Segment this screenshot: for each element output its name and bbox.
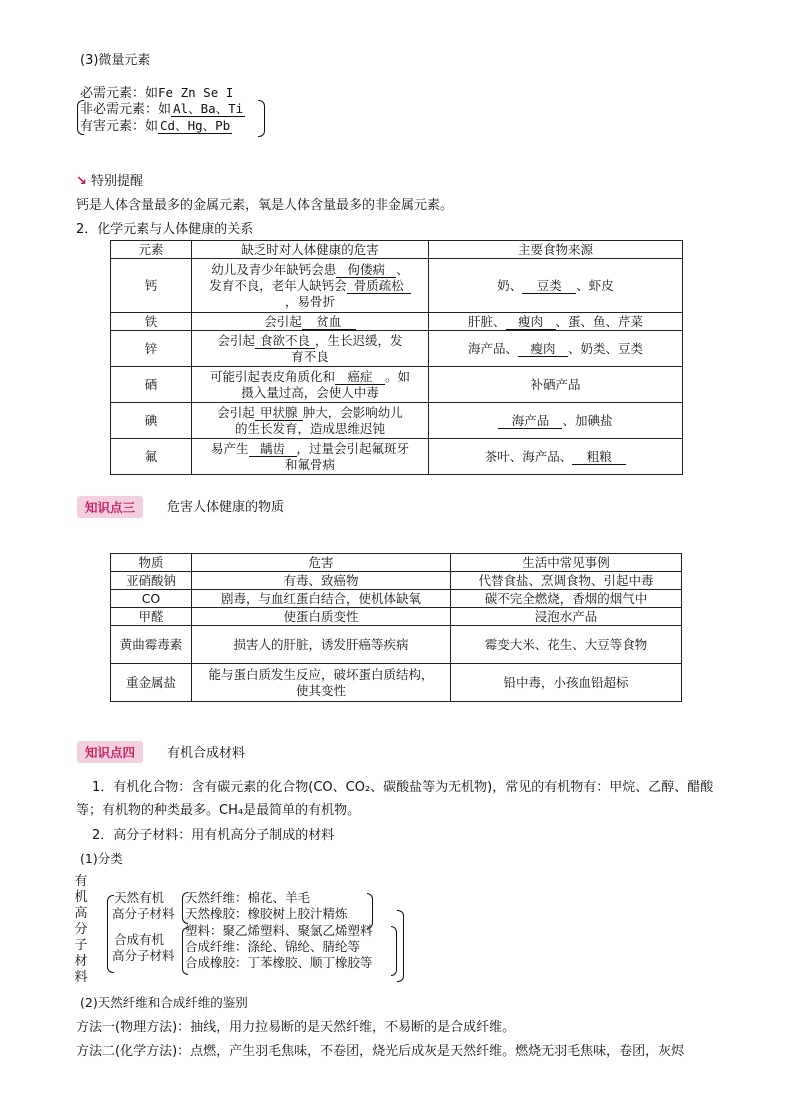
- table-row: 甲醛 使蛋白质变性 浸泡水产品: [111, 608, 682, 626]
- cell-harm: 会引起 贫血: [192, 313, 429, 331]
- header-food: 主要食物来源: [429, 241, 683, 259]
- table-row: 亚硝酸钠 有毒、致癌物 代替食盐、烹调食物、引起中毒: [111, 572, 682, 590]
- natural-item: 天然橡胶：橡胶树上胶汁精炼: [185, 906, 348, 921]
- table-row: [111, 313, 683, 331]
- table-row: [111, 259, 683, 313]
- kp4-p2: 2．高分子材料：用有机高分子制成的材料: [92, 828, 335, 843]
- cell-food: 海产品 、加碘盐: [429, 403, 683, 439]
- synthetic-item: 合成橡胶：丁苯橡胶、顺丁橡胶等: [185, 955, 373, 970]
- kp4-method2: 方法二(化学方法)：点燃，产生羽毛焦味，不卷团，烧光后成灰是天然纤维。燃烧无羽毛焦味，卷团，灰烬: [76, 1044, 685, 1059]
- cell-element: 钙: [111, 259, 192, 313]
- micro-essential: 必需元素：如Fe Zn Se I: [80, 85, 234, 101]
- cell-element: 硒: [111, 367, 192, 403]
- arrow-icon: ↘: [76, 174, 87, 189]
- table-row: [111, 367, 683, 403]
- cell-food: 奶、 豆类 、虾皮: [429, 259, 683, 313]
- cell-harm: 会引起 食欲不良 ，生长迟缓，发 育不良: [192, 331, 429, 367]
- natural-group-line2: 高分子材料: [112, 906, 175, 921]
- natural-item: 天然纤维：棉花、羊毛: [185, 890, 311, 905]
- cell-food: 海产品、 瘦肉 、奶类、豆类: [429, 331, 683, 367]
- kp4-classify: (1)分类: [80, 851, 123, 866]
- synthetic-group-line2: 高分子材料: [112, 948, 175, 963]
- cell-harm: 易产生 龋齿 ，过量会引起氟斑牙 和氟骨病: [192, 439, 429, 475]
- cell-harm: 可能引起表皮角质化和 癌症 。如 摄入量过高，会使人中毒: [192, 367, 429, 403]
- header-harm: 缺乏时对人体健康的危害: [192, 241, 429, 259]
- table-row: 黄曲霉毒素 损害人的肝脏，诱发肝癌等疾病 霉变大米、花生、大豆等食物: [111, 626, 682, 664]
- root-right-brace: [397, 910, 404, 982]
- cell-harm: 会引起 甲状腺 肿大，会影响幼儿 的生长发育，造成思维迟钝: [192, 403, 429, 439]
- cell-food: 肝脏、 瘦肉 、蛋、鱼、芹菜: [429, 313, 683, 331]
- kp4-tag: 知识点四: [77, 741, 143, 763]
- kp3-tag: 知识点三: [77, 496, 143, 518]
- cell-harm: 幼儿及青少年缺钙会患 佝偻病 、 发育不良，老年人缺钙会 骨质疏松 ，易骨折: [192, 259, 429, 313]
- cell-element: 铁: [111, 313, 192, 331]
- header-element: 元素: [111, 241, 192, 259]
- micro-nonessential: 非必需元素：如 Al、Ba、Ti: [80, 101, 244, 117]
- table-row: CO 剧毒，与血红蛋白结合，使机体缺氧 碳不完全燃烧，香烟的烟气中: [111, 590, 682, 608]
- header-example: 生活中常见事例: [451, 554, 682, 572]
- cell-food: 补硒产品: [429, 367, 683, 403]
- cell-element: 氟: [111, 439, 192, 475]
- tip-text: 钙是人体含量最多的金属元素，氧是人体含量最多的非金属元素。: [76, 198, 454, 213]
- header-harm: 危害: [192, 554, 451, 572]
- element-health-table: [110, 240, 683, 475]
- synthetic-item: 合成纤维：涤纶、锦纶、腈纶等: [185, 939, 361, 954]
- section2-heading: 2．化学元素与人体健康的关系: [76, 222, 254, 237]
- table-row: [111, 403, 683, 439]
- synthetic-group-line1: 合成有机: [114, 932, 165, 947]
- kp4-title: 有机合成材料: [167, 746, 246, 761]
- cell-food: 茶叶、海产品、 粗粮: [429, 439, 683, 475]
- cell-element: 锌: [111, 331, 192, 367]
- tip-title: ↘ 特别提醒: [76, 174, 144, 189]
- kp4-p1-line1: 1．有机化合物：含有碳元素的化合物(CO、CO₂、碳酸盐等为无机物)，常见的有机物有：甲烷、乙醇、醋酸: [92, 780, 714, 795]
- kp4-method1: 方法一(物理方法)：抽线，用力拉易断的是天然纤维，不易断的是合成纤维。: [76, 1020, 516, 1035]
- cell-element: 碘: [111, 403, 192, 439]
- micro-harmful: 有害元素：如 Cd、Hg、Pb: [80, 118, 231, 134]
- table-row: [111, 331, 683, 367]
- table-row: [111, 439, 683, 475]
- micro-heading: (3)微量元素: [80, 53, 151, 68]
- kp4-p1-line2: 等；有机物的种类最多。CH₄是最简单的有机物。: [76, 803, 361, 818]
- header-substance: 物质: [111, 554, 192, 572]
- kp3-title: 危害人体健康的物质: [167, 500, 285, 515]
- table-header-row: [111, 554, 682, 572]
- table-header-row: [111, 241, 683, 259]
- kp4-identify: (2)天然纤维和合成纤维的鉴别: [80, 995, 248, 1010]
- table-row: 重金属盐 能与蛋白质发生反应，破坏蛋白质结构，使其变性 铅中毒，小孩血铅超标: [111, 664, 682, 702]
- natural-group-line1: 天然有机: [114, 890, 165, 905]
- micro-right-brace: [258, 100, 265, 137]
- synthetic-item: 塑料：聚乙烯塑料、聚氯乙烯塑料: [185, 923, 373, 938]
- harmful-substances-table: [110, 553, 682, 702]
